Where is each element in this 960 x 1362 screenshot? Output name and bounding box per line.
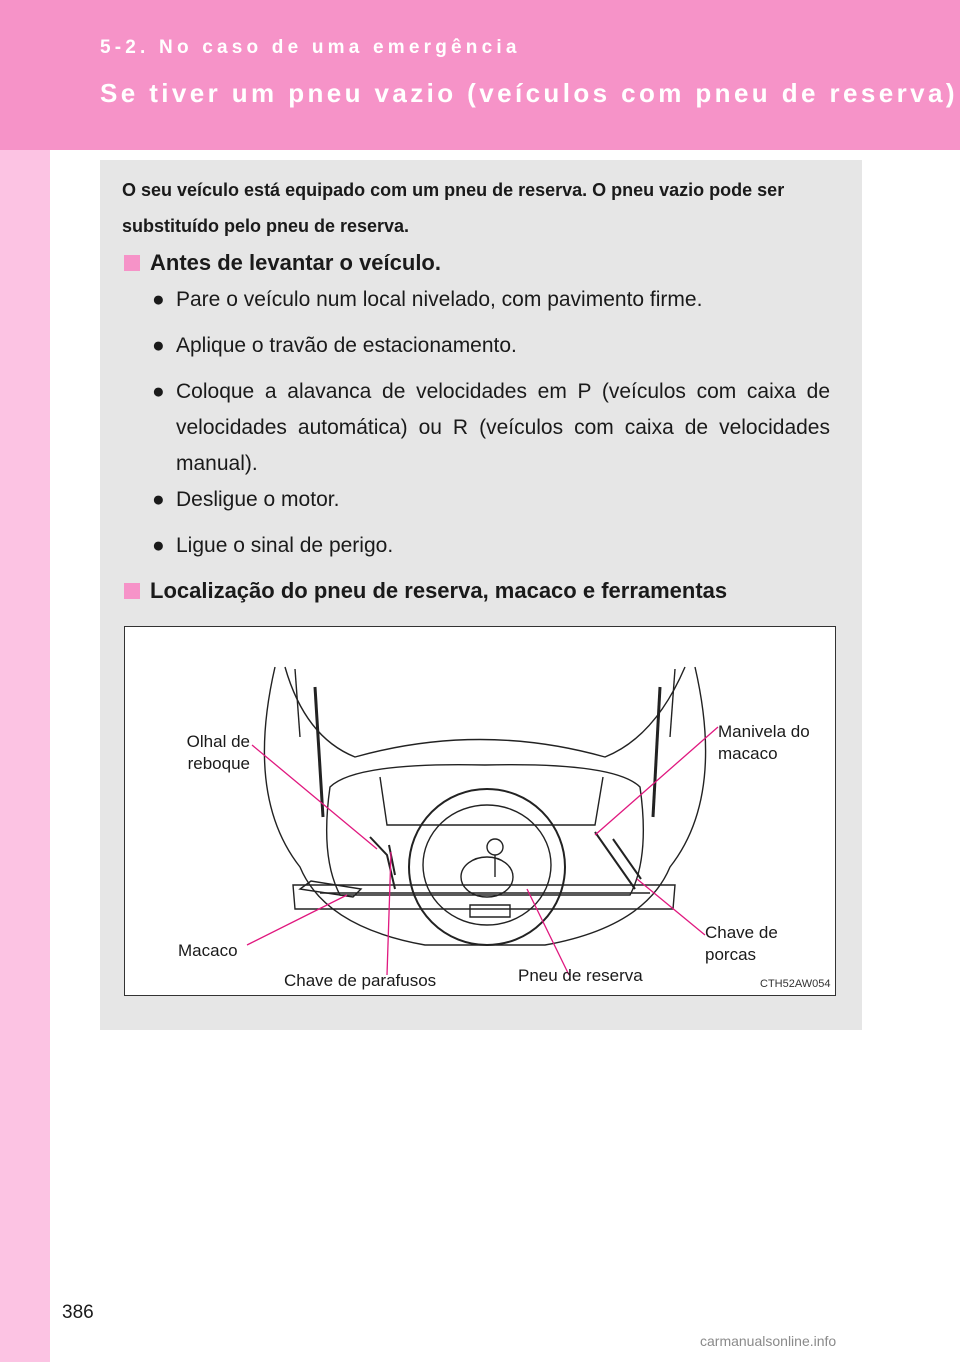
tire-clamp-bolt	[487, 839, 503, 855]
label-tow-eye: Olhal de reboque	[186, 732, 250, 773]
label-spare-tire: Pneu de reserva	[518, 966, 643, 985]
list-item	[152, 374, 830, 482]
bullet-dot-icon: ●	[152, 488, 165, 511]
leader-tow-eye	[252, 745, 377, 849]
lug-wrench-shape	[613, 839, 641, 879]
bullet-dot-icon: ●	[152, 380, 165, 403]
leader-spare-tire	[527, 889, 569, 975]
trunk-lid-outline	[285, 667, 685, 757]
spare-tire-outer	[409, 789, 565, 945]
tire-bracket	[470, 905, 510, 917]
list-item	[152, 282, 830, 318]
spare-tire-rim	[423, 805, 551, 925]
lid-edge-right	[670, 669, 675, 737]
heading-text: Antes de levantar o veículo.	[150, 250, 441, 275]
trunk-recess	[380, 777, 603, 825]
heading-before-lifting	[124, 250, 441, 276]
header-band	[0, 0, 960, 150]
list-item	[152, 528, 830, 564]
heading-text: Localização do pneu de reserva, macaco e ferramentas	[150, 578, 728, 603]
heading-spare-location	[124, 578, 727, 604]
side-strip	[0, 150, 50, 1362]
list-item-text: Ligue o sinal de perigo.	[176, 534, 394, 557]
page-number: 386	[62, 1302, 94, 1323]
page-title: Se tiver um pneu vazio (veículos com pneu de reserva)	[100, 78, 958, 108]
bullet-dot-icon: ●	[152, 334, 165, 357]
spare-tire-hub	[461, 857, 513, 897]
leader-jack	[247, 895, 347, 945]
label-jack-handle: Manivela do macaco	[718, 722, 810, 763]
label-jack: Macaco	[178, 941, 238, 960]
list-item	[152, 482, 830, 518]
list-item-text: Coloque a alavanca de velocidades em P (veículos com caixa de velocidades automática) ou R (veículos com caixa de velocidades manual).	[176, 380, 830, 475]
square-bullet-icon	[124, 583, 140, 599]
bullet-dot-icon: ●	[152, 288, 165, 311]
list-item	[152, 328, 830, 364]
leader-screwdriver	[387, 852, 391, 975]
leader-lug-wrench	[637, 879, 705, 935]
trunk-opening	[327, 765, 644, 895]
watermark: carmanualsonline.info	[700, 1333, 837, 1349]
bullet-dot-icon: ●	[152, 534, 165, 557]
list-item-text: Desligue o motor.	[176, 488, 340, 511]
intro-text: O seu veículo está equipado com um pneu de reserva. O pneu vazio pode ser substituído pelo pneu de reserva.	[122, 180, 785, 236]
list-item-text: Aplique o travão de estacionamento.	[176, 334, 517, 357]
strut-left	[315, 687, 323, 817]
section-label: 5-2. No caso de uma emergência	[100, 37, 521, 58]
label-screwdriver: Chave de parafusos	[284, 971, 437, 990]
list-item-text: Pare o veículo num local nivelado, com pavimento firme.	[176, 288, 703, 311]
figure-code: CTH52AW054	[760, 978, 831, 990]
strut-right	[653, 687, 660, 817]
square-bullet-icon	[124, 255, 140, 271]
label-lug-wrench: Chave de porcas	[705, 923, 778, 964]
